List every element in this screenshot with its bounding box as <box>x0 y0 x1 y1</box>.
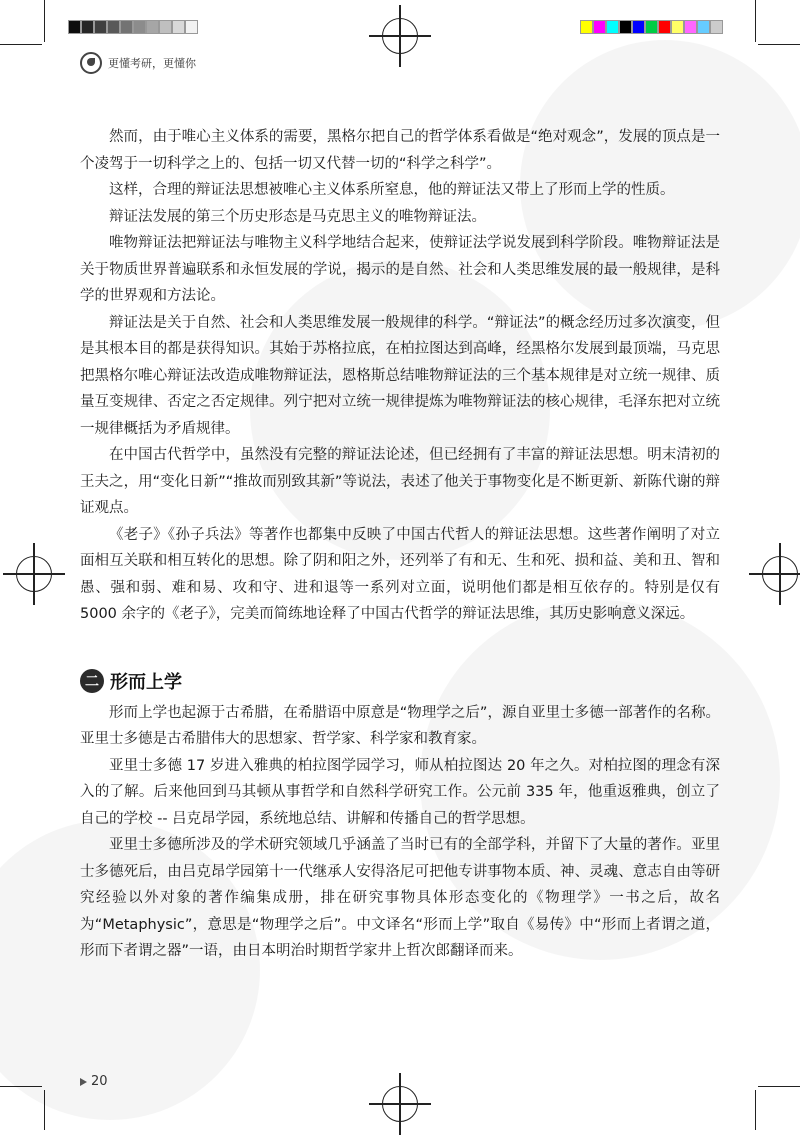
color-swatch <box>185 20 198 34</box>
section-number-badge: 二 <box>80 669 104 693</box>
paragraph: 亚里士多德 17 岁进入雅典的柏拉图学园学习，师从柏拉图达 20 年之久。对柏拉图的理念有深入的了解。后来他回到马其顿从事哲学和自然科学研究工作。公元前 335 年，他重返雅典，创立了自己的学校 -- 吕克昂学园，系统地总结、讲解和传播自己的哲学思想。 <box>80 757 720 827</box>
paragraph: 亚里士多德所涉及的学术研究领域几乎涵盖了当时已有的全部学科，并留下了大量的著作。亚里士多德死后，由吕克昂学园第十一代继承人安得洛尼可把他专讲事物本质、神、灵魂、意志自由等研究经验以外对象的著作编集成册，排在研究事物具体形态变化的《物理学》一书之后，故名为“Metaphysic”，意思是“物理学之后”。中文译名“形而上学”取自《易传》中“形而上者谓之道，形而下者谓之器”一语，由日本明治时期哲学家井上哲次郎翻译而来。 <box>80 837 720 959</box>
paragraph: 然而，由于唯心主义体系的需要，黑格尔把自己的哲学体系看做是“绝对观念”，发展的顶点是一个凌驾于一切科学之上的、包括一切又代替一切的“科学之科学”。 <box>80 129 720 172</box>
paragraph: 辩证法是关于自然、社会和人类思维发展一般规律的科学。“辩证法”的概念经历过多次演变，但是其根本目的都是获得知识。其始于苏格拉底，在柏拉图达到高峰，经黑格尔发展到最顶端，马克思把黑格尔唯心辩证法改造成唯物辩证法，恩格斯总结唯物辩证法的三个基本规律是对立统一规律、质量互变规律、否定之否定规律。列宁把对立统一规律提炼为唯物辩证法的核心规律，毛泽东把对立统一规律概括为矛盾规律。 <box>80 314 720 437</box>
color-swatch <box>133 20 146 34</box>
paragraph: 形而上学也起源于古希腊，在希腊语中原意是“物理学之后”，源自亚里士多德一部著作的名称。亚里士多德是古希腊伟大的思想家、哲学家、科学家和教育家。 <box>80 704 720 747</box>
paragraph: 这样，合理的辩证法思想被唯心主义体系所窒息，他的辩证法又带上了形而上学的性质。 <box>109 182 675 198</box>
color-swatch <box>159 20 172 34</box>
color-swatch <box>94 20 107 34</box>
color-swatch <box>606 20 619 34</box>
color-swatch <box>619 20 632 34</box>
color-swatch-bar <box>580 20 723 34</box>
page-arrow-icon <box>80 1078 87 1086</box>
color-swatch <box>697 20 710 34</box>
crop-mark <box>0 44 42 45</box>
crop-mark <box>758 1086 800 1087</box>
crop-mark <box>758 44 800 45</box>
color-swatch <box>580 20 593 34</box>
color-swatch <box>593 20 606 34</box>
paragraph: 在中国古代哲学中，虽然没有完整的辩证法论述，但已经拥有了丰富的辩证法思想。明末清初的王夫之，用“变化日新”“推故而别致其新”等说法，表述了他关于事物变化是不断更新、新陈代谢的辩证观点。 <box>80 447 720 516</box>
color-swatch <box>107 20 120 34</box>
paragraph: 《老子》《孙子兵法》等著作也都集中反映了中国古代哲人的辩证法思想。这些著作阐明了对立面相互关联和相互转化的思想。除了阴和阳之外，还列举了有和无、生和死、损和益、美和丑、智和愚、强和弱、难和易、攻和守、进和退等一系列对立面，说明他们都是相互依存的。特别是仅有 5000 余字的《老子》，完美而简练地诠释了中国古代哲学的辩证法思维，其历史影响意义深远。 <box>80 526 720 622</box>
page-footer <box>80 1074 108 1089</box>
registration-mark <box>16 556 52 592</box>
color-swatch <box>81 20 94 34</box>
gray-swatch-bar <box>68 20 198 34</box>
main-content <box>80 124 720 965</box>
brand-logo-icon <box>80 52 102 74</box>
registration-mark <box>382 1086 418 1122</box>
page-number: 20 <box>91 1074 108 1089</box>
color-swatch <box>710 20 723 34</box>
color-swatch <box>658 20 671 34</box>
page-header <box>80 52 196 74</box>
crop-mark <box>755 1090 756 1130</box>
registration-mark <box>382 18 418 54</box>
crop-mark <box>44 0 45 42</box>
section-title: 形而上学 <box>110 671 182 693</box>
paragraph: 辩证法发展的第三个历史形态是马克思主义的唯物辩证法。 <box>109 208 486 225</box>
color-swatch <box>120 20 133 34</box>
color-swatch <box>671 20 684 34</box>
header-slogan: 更懂考研，更懂你 <box>108 57 196 70</box>
color-swatch <box>146 20 159 34</box>
crop-mark <box>755 0 756 42</box>
registration-mark <box>762 556 798 592</box>
color-swatch <box>632 20 645 34</box>
color-swatch <box>68 20 81 34</box>
color-swatch <box>172 20 185 34</box>
paragraph: 唯物辩证法把辩证法与唯物主义科学地结合起来，使辩证法学说发展到科学阶段。唯物辩证法是关于物质世界普遍联系和永恒发展的学说，揭示的是自然、社会和人类思维发展的最一般规律，是科学的世界观和方法论。 <box>80 235 720 304</box>
color-swatch <box>645 20 658 34</box>
color-swatch <box>684 20 697 34</box>
section-heading <box>80 668 720 694</box>
